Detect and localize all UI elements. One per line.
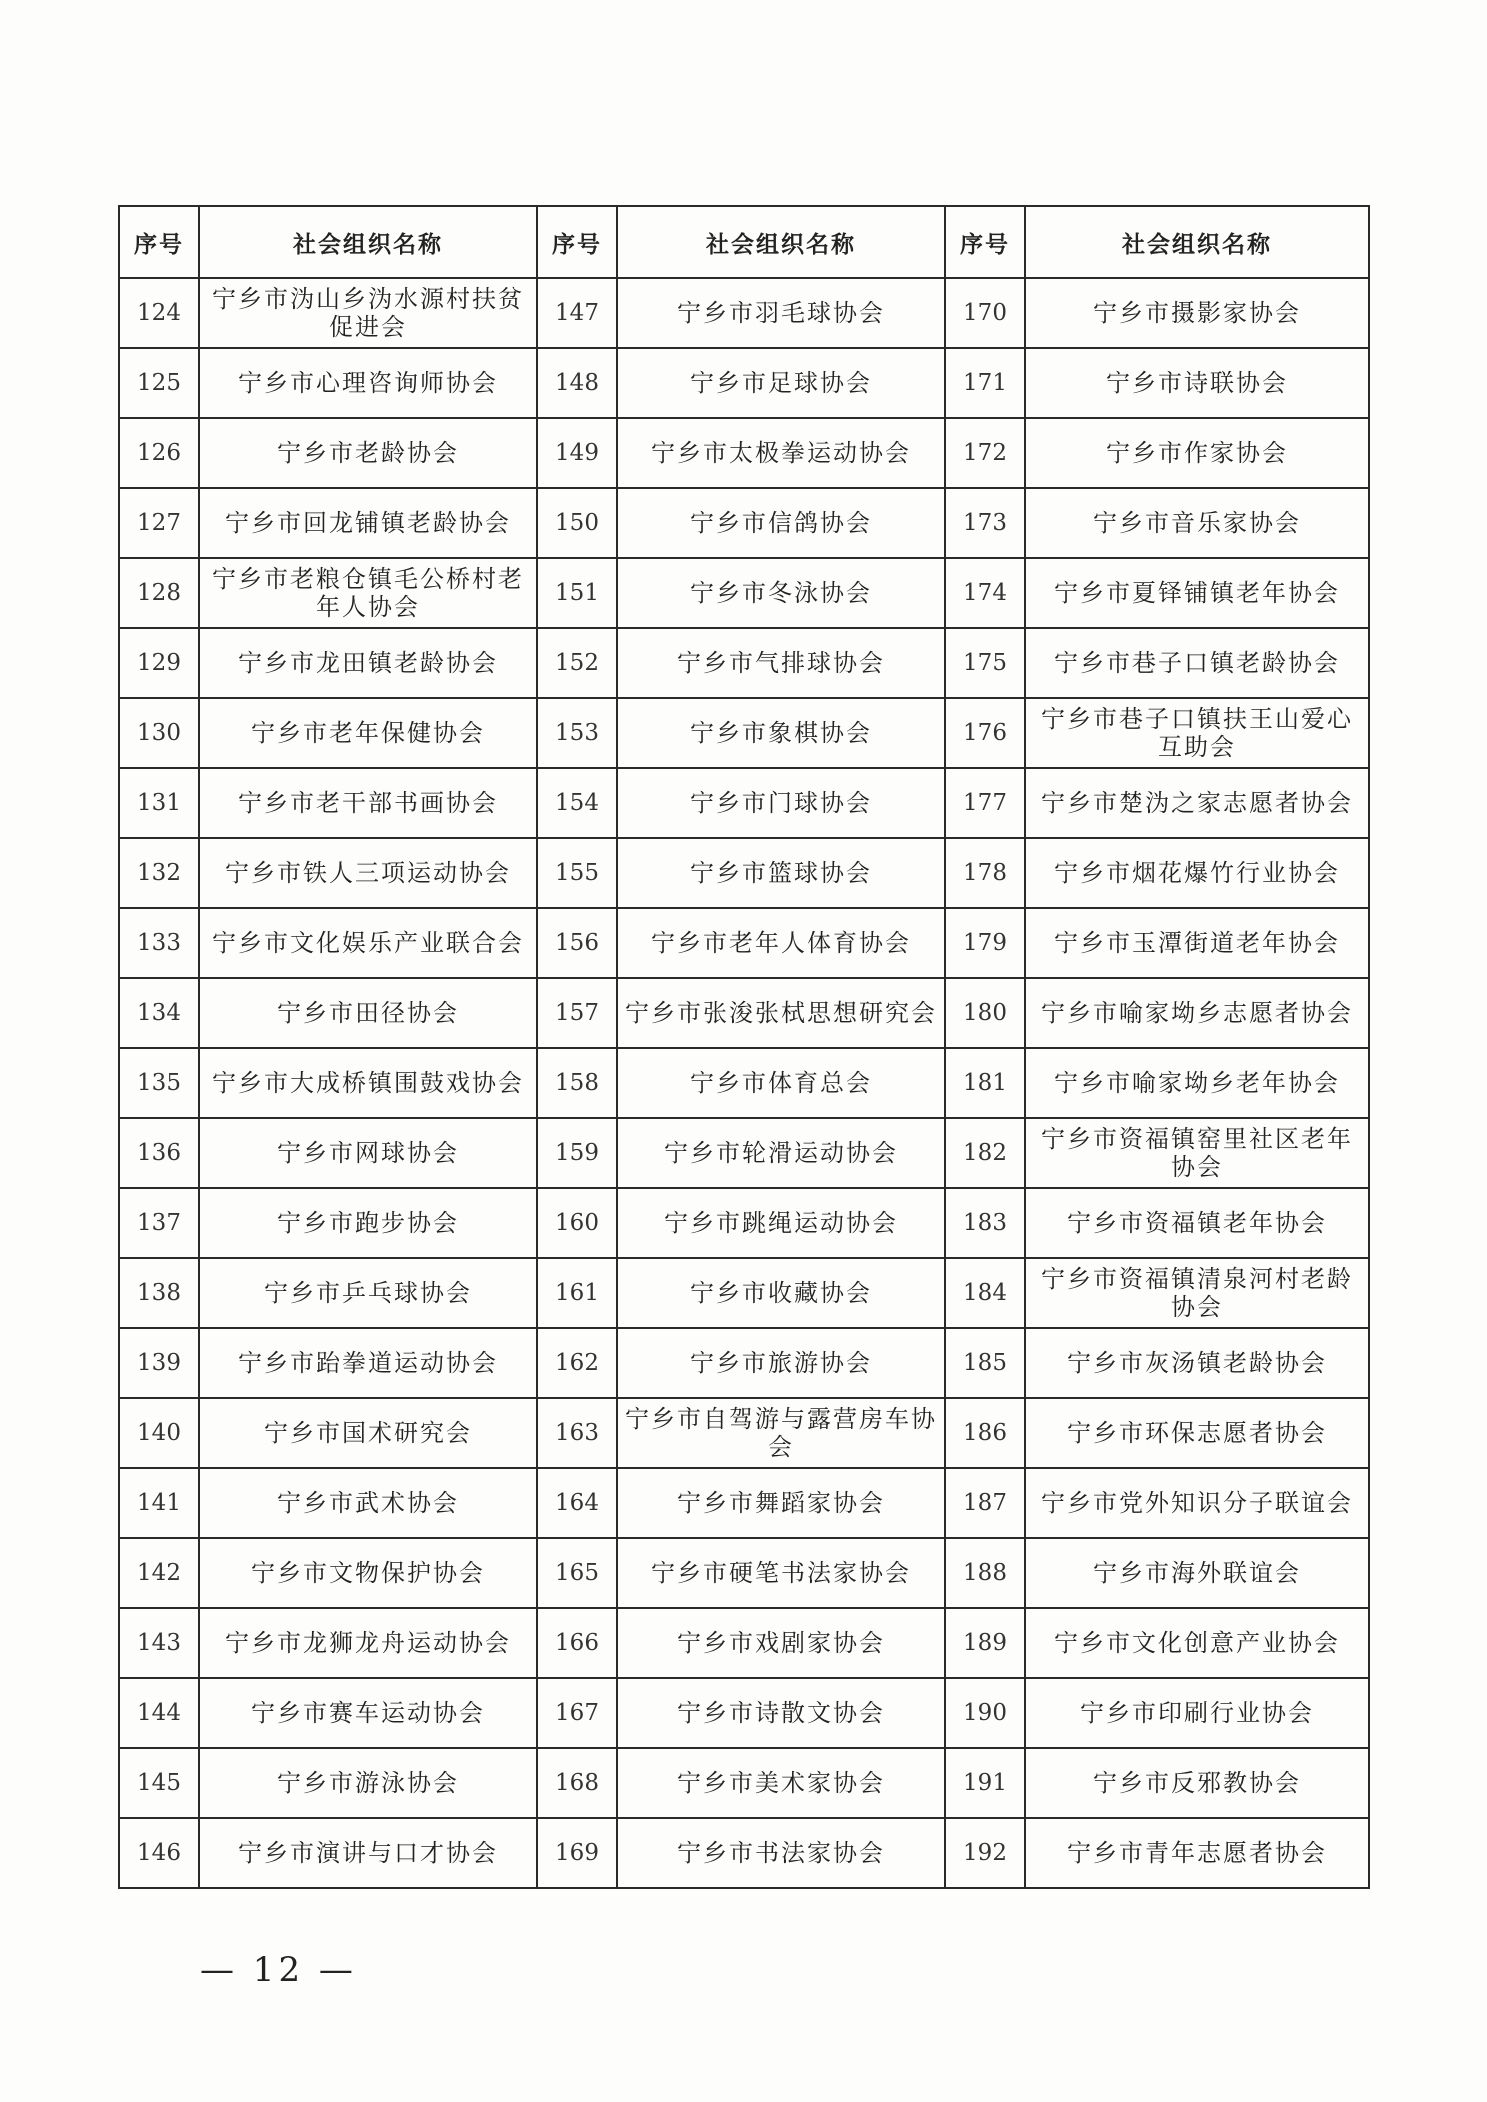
seq-cell: 143 [119,1608,199,1678]
org-name-cell: 宁乡市环保志愿者协会 [1025,1398,1369,1468]
seq-cell: 140 [119,1398,199,1468]
org-name-cell: 宁乡市象棋协会 [617,698,945,768]
seq-cell: 154 [537,768,617,838]
seq-cell: 137 [119,1188,199,1258]
org-name-cell: 宁乡市信鸽协会 [617,488,945,558]
org-name-cell: 宁乡市体育总会 [617,1048,945,1118]
org-name-cell: 宁乡市党外知识分子联谊会 [1025,1468,1369,1538]
seq-cell: 139 [119,1328,199,1398]
org-name-cell: 宁乡市张浚张栻思想研究会 [617,978,945,1048]
org-name-cell: 宁乡市资福镇老年协会 [1025,1188,1369,1258]
org-name-cell: 宁乡市资福镇清泉河村老龄协会 [1025,1258,1369,1328]
org-name-cell: 宁乡市老干部书画协会 [199,768,537,838]
table-row [119,838,1369,908]
table-row [119,1608,1369,1678]
org-name-cell: 宁乡市太极拳运动协会 [617,418,945,488]
seq-cell: 189 [945,1608,1025,1678]
org-name-cell: 宁乡市灰汤镇老龄协会 [1025,1328,1369,1398]
seq-cell: 168 [537,1748,617,1818]
table-row [119,1748,1369,1818]
org-name-cell: 宁乡市武术协会 [199,1468,537,1538]
org-name-cell: 宁乡市回龙铺镇老龄协会 [199,488,537,558]
org-name-cell: 宁乡市玉潭街道老年协会 [1025,908,1369,978]
header-seq-3: 序号 [945,206,1025,278]
org-name-cell: 宁乡市老年人体育协会 [617,908,945,978]
seq-cell: 164 [537,1468,617,1538]
org-name-cell: 宁乡市老粮仓镇毛公桥村老年人协会 [199,558,537,628]
header-seq-2: 序号 [537,206,617,278]
seq-cell: 163 [537,1398,617,1468]
org-name-cell: 宁乡市印刷行业协会 [1025,1678,1369,1748]
org-name-cell: 宁乡市自驾游与露营房车协会 [617,1398,945,1468]
org-name-cell: 宁乡市游泳协会 [199,1748,537,1818]
org-name-cell: 宁乡市赛车运动协会 [199,1678,537,1748]
seq-cell: 158 [537,1048,617,1118]
header-name-1: 社会组织名称 [199,206,537,278]
org-name-cell: 宁乡市国术研究会 [199,1398,537,1468]
org-name-cell: 宁乡市轮滑运动协会 [617,1118,945,1188]
table-row [119,1538,1369,1608]
table-row [119,418,1369,488]
org-name-cell: 宁乡市演讲与口才协会 [199,1818,537,1888]
org-name-cell: 宁乡市老龄协会 [199,418,537,488]
seq-cell: 167 [537,1678,617,1748]
org-name-cell: 宁乡市篮球协会 [617,838,945,908]
table-row [119,628,1369,698]
org-name-cell: 宁乡市舞蹈家协会 [617,1468,945,1538]
seq-cell: 145 [119,1748,199,1818]
table-row [119,1118,1369,1188]
seq-cell: 176 [945,698,1025,768]
header-seq-1: 序号 [119,206,199,278]
seq-cell: 166 [537,1608,617,1678]
org-name-cell: 宁乡市文物保护协会 [199,1538,537,1608]
table-row [119,978,1369,1048]
org-name-cell: 宁乡市网球协会 [199,1118,537,1188]
org-name-cell: 宁乡市摄影家协会 [1025,278,1369,348]
org-name-cell: 宁乡市烟花爆竹行业协会 [1025,838,1369,908]
seq-cell: 165 [537,1538,617,1608]
seq-cell: 149 [537,418,617,488]
org-name-cell: 宁乡市旅游协会 [617,1328,945,1398]
org-name-cell: 宁乡市书法家协会 [617,1818,945,1888]
org-name-cell: 宁乡市诗散文协会 [617,1678,945,1748]
seq-cell: 192 [945,1818,1025,1888]
table-body [119,278,1369,1888]
seq-cell: 174 [945,558,1025,628]
org-name-cell: 宁乡市戏剧家协会 [617,1608,945,1678]
org-name-cell: 宁乡市大成桥镇围鼓戏协会 [199,1048,537,1118]
table-row [119,768,1369,838]
table-row [119,1818,1369,1888]
seq-cell: 183 [945,1188,1025,1258]
org-name-cell: 宁乡市铁人三项运动协会 [199,838,537,908]
seq-cell: 130 [119,698,199,768]
seq-cell: 171 [945,348,1025,418]
seq-cell: 170 [945,278,1025,348]
org-name-cell: 宁乡市冬泳协会 [617,558,945,628]
seq-cell: 153 [537,698,617,768]
org-name-cell: 宁乡市夏铎铺镇老年协会 [1025,558,1369,628]
header-row [119,206,1369,278]
seq-cell: 151 [537,558,617,628]
seq-cell: 132 [119,838,199,908]
org-name-cell: 宁乡市气排球协会 [617,628,945,698]
page-number: — 12 — [200,1950,357,1990]
org-name-cell: 宁乡市喻家坳乡老年协会 [1025,1048,1369,1118]
table-row [119,278,1369,348]
org-name-cell: 宁乡市楚沩之家志愿者协会 [1025,768,1369,838]
seq-cell: 133 [119,908,199,978]
seq-cell: 146 [119,1818,199,1888]
seq-cell: 169 [537,1818,617,1888]
org-name-cell: 宁乡市美术家协会 [617,1748,945,1818]
table-row [119,1468,1369,1538]
table-row [119,488,1369,558]
seq-cell: 178 [945,838,1025,908]
seq-cell: 179 [945,908,1025,978]
seq-cell: 161 [537,1258,617,1328]
org-name-cell: 宁乡市巷子口镇扶王山爱心互助会 [1025,698,1369,768]
seq-cell: 135 [119,1048,199,1118]
seq-cell: 144 [119,1678,199,1748]
seq-cell: 150 [537,488,617,558]
table-row [119,908,1369,978]
seq-cell: 134 [119,978,199,1048]
seq-cell: 156 [537,908,617,978]
org-name-cell: 宁乡市老年保健协会 [199,698,537,768]
org-name-cell: 宁乡市文化创意产业协会 [1025,1608,1369,1678]
seq-cell: 181 [945,1048,1025,1118]
seq-cell: 173 [945,488,1025,558]
seq-cell: 141 [119,1468,199,1538]
seq-cell: 160 [537,1188,617,1258]
org-name-cell: 宁乡市收藏协会 [617,1258,945,1328]
org-name-cell: 宁乡市青年志愿者协会 [1025,1818,1369,1888]
org-name-cell: 宁乡市足球协会 [617,348,945,418]
seq-cell: 188 [945,1538,1025,1608]
org-name-cell: 宁乡市龙田镇老龄协会 [199,628,537,698]
seq-cell: 138 [119,1258,199,1328]
seq-cell: 125 [119,348,199,418]
seq-cell: 177 [945,768,1025,838]
seq-cell: 148 [537,348,617,418]
seq-cell: 175 [945,628,1025,698]
table-row [119,348,1369,418]
org-name-cell: 宁乡市资福镇窑里社区老年协会 [1025,1118,1369,1188]
organizations-table [118,205,1370,1889]
seq-cell: 162 [537,1328,617,1398]
org-name-cell: 宁乡市跑步协会 [199,1188,537,1258]
org-name-cell: 宁乡市反邪教协会 [1025,1748,1369,1818]
org-name-cell: 宁乡市音乐家协会 [1025,488,1369,558]
seq-cell: 187 [945,1468,1025,1538]
table-row [119,1048,1369,1118]
org-name-cell: 宁乡市田径协会 [199,978,537,1048]
seq-cell: 129 [119,628,199,698]
seq-cell: 128 [119,558,199,628]
seq-cell: 184 [945,1258,1025,1328]
org-name-cell: 宁乡市海外联谊会 [1025,1538,1369,1608]
seq-cell: 180 [945,978,1025,1048]
org-name-cell: 宁乡市巷子口镇老龄协会 [1025,628,1369,698]
table-row [119,698,1369,768]
table-row [119,1328,1369,1398]
org-name-cell: 宁乡市作家协会 [1025,418,1369,488]
table-row [119,1188,1369,1258]
header-name-3: 社会组织名称 [1025,206,1369,278]
seq-cell: 172 [945,418,1025,488]
org-name-cell: 宁乡市沩山乡沩水源村扶贫促进会 [199,278,537,348]
seq-cell: 126 [119,418,199,488]
table-row [119,558,1369,628]
seq-cell: 185 [945,1328,1025,1398]
seq-cell: 159 [537,1118,617,1188]
seq-cell: 136 [119,1118,199,1188]
table-row [119,1398,1369,1468]
org-name-cell: 宁乡市诗联协会 [1025,348,1369,418]
seq-cell: 127 [119,488,199,558]
table-row [119,1258,1369,1328]
seq-cell: 152 [537,628,617,698]
seq-cell: 190 [945,1678,1025,1748]
seq-cell: 124 [119,278,199,348]
org-name-cell: 宁乡市门球协会 [617,768,945,838]
org-name-cell: 宁乡市龙狮龙舟运动协会 [199,1608,537,1678]
seq-cell: 186 [945,1398,1025,1468]
org-name-cell: 宁乡市跆拳道运动协会 [199,1328,537,1398]
org-name-cell: 宁乡市文化娱乐产业联合会 [199,908,537,978]
seq-cell: 157 [537,978,617,1048]
header-name-2: 社会组织名称 [617,206,945,278]
table-row [119,1678,1369,1748]
org-name-cell: 宁乡市羽毛球协会 [617,278,945,348]
org-name-cell: 宁乡市硬笔书法家协会 [617,1538,945,1608]
org-name-cell: 宁乡市乒乓球协会 [199,1258,537,1328]
org-name-cell: 宁乡市心理咨询师协会 [199,348,537,418]
seq-cell: 142 [119,1538,199,1608]
seq-cell: 191 [945,1748,1025,1818]
org-name-cell: 宁乡市喻家坳乡志愿者协会 [1025,978,1369,1048]
seq-cell: 131 [119,768,199,838]
org-name-cell: 宁乡市跳绳运动协会 [617,1188,945,1258]
seq-cell: 147 [537,278,617,348]
seq-cell: 182 [945,1118,1025,1188]
seq-cell: 155 [537,838,617,908]
